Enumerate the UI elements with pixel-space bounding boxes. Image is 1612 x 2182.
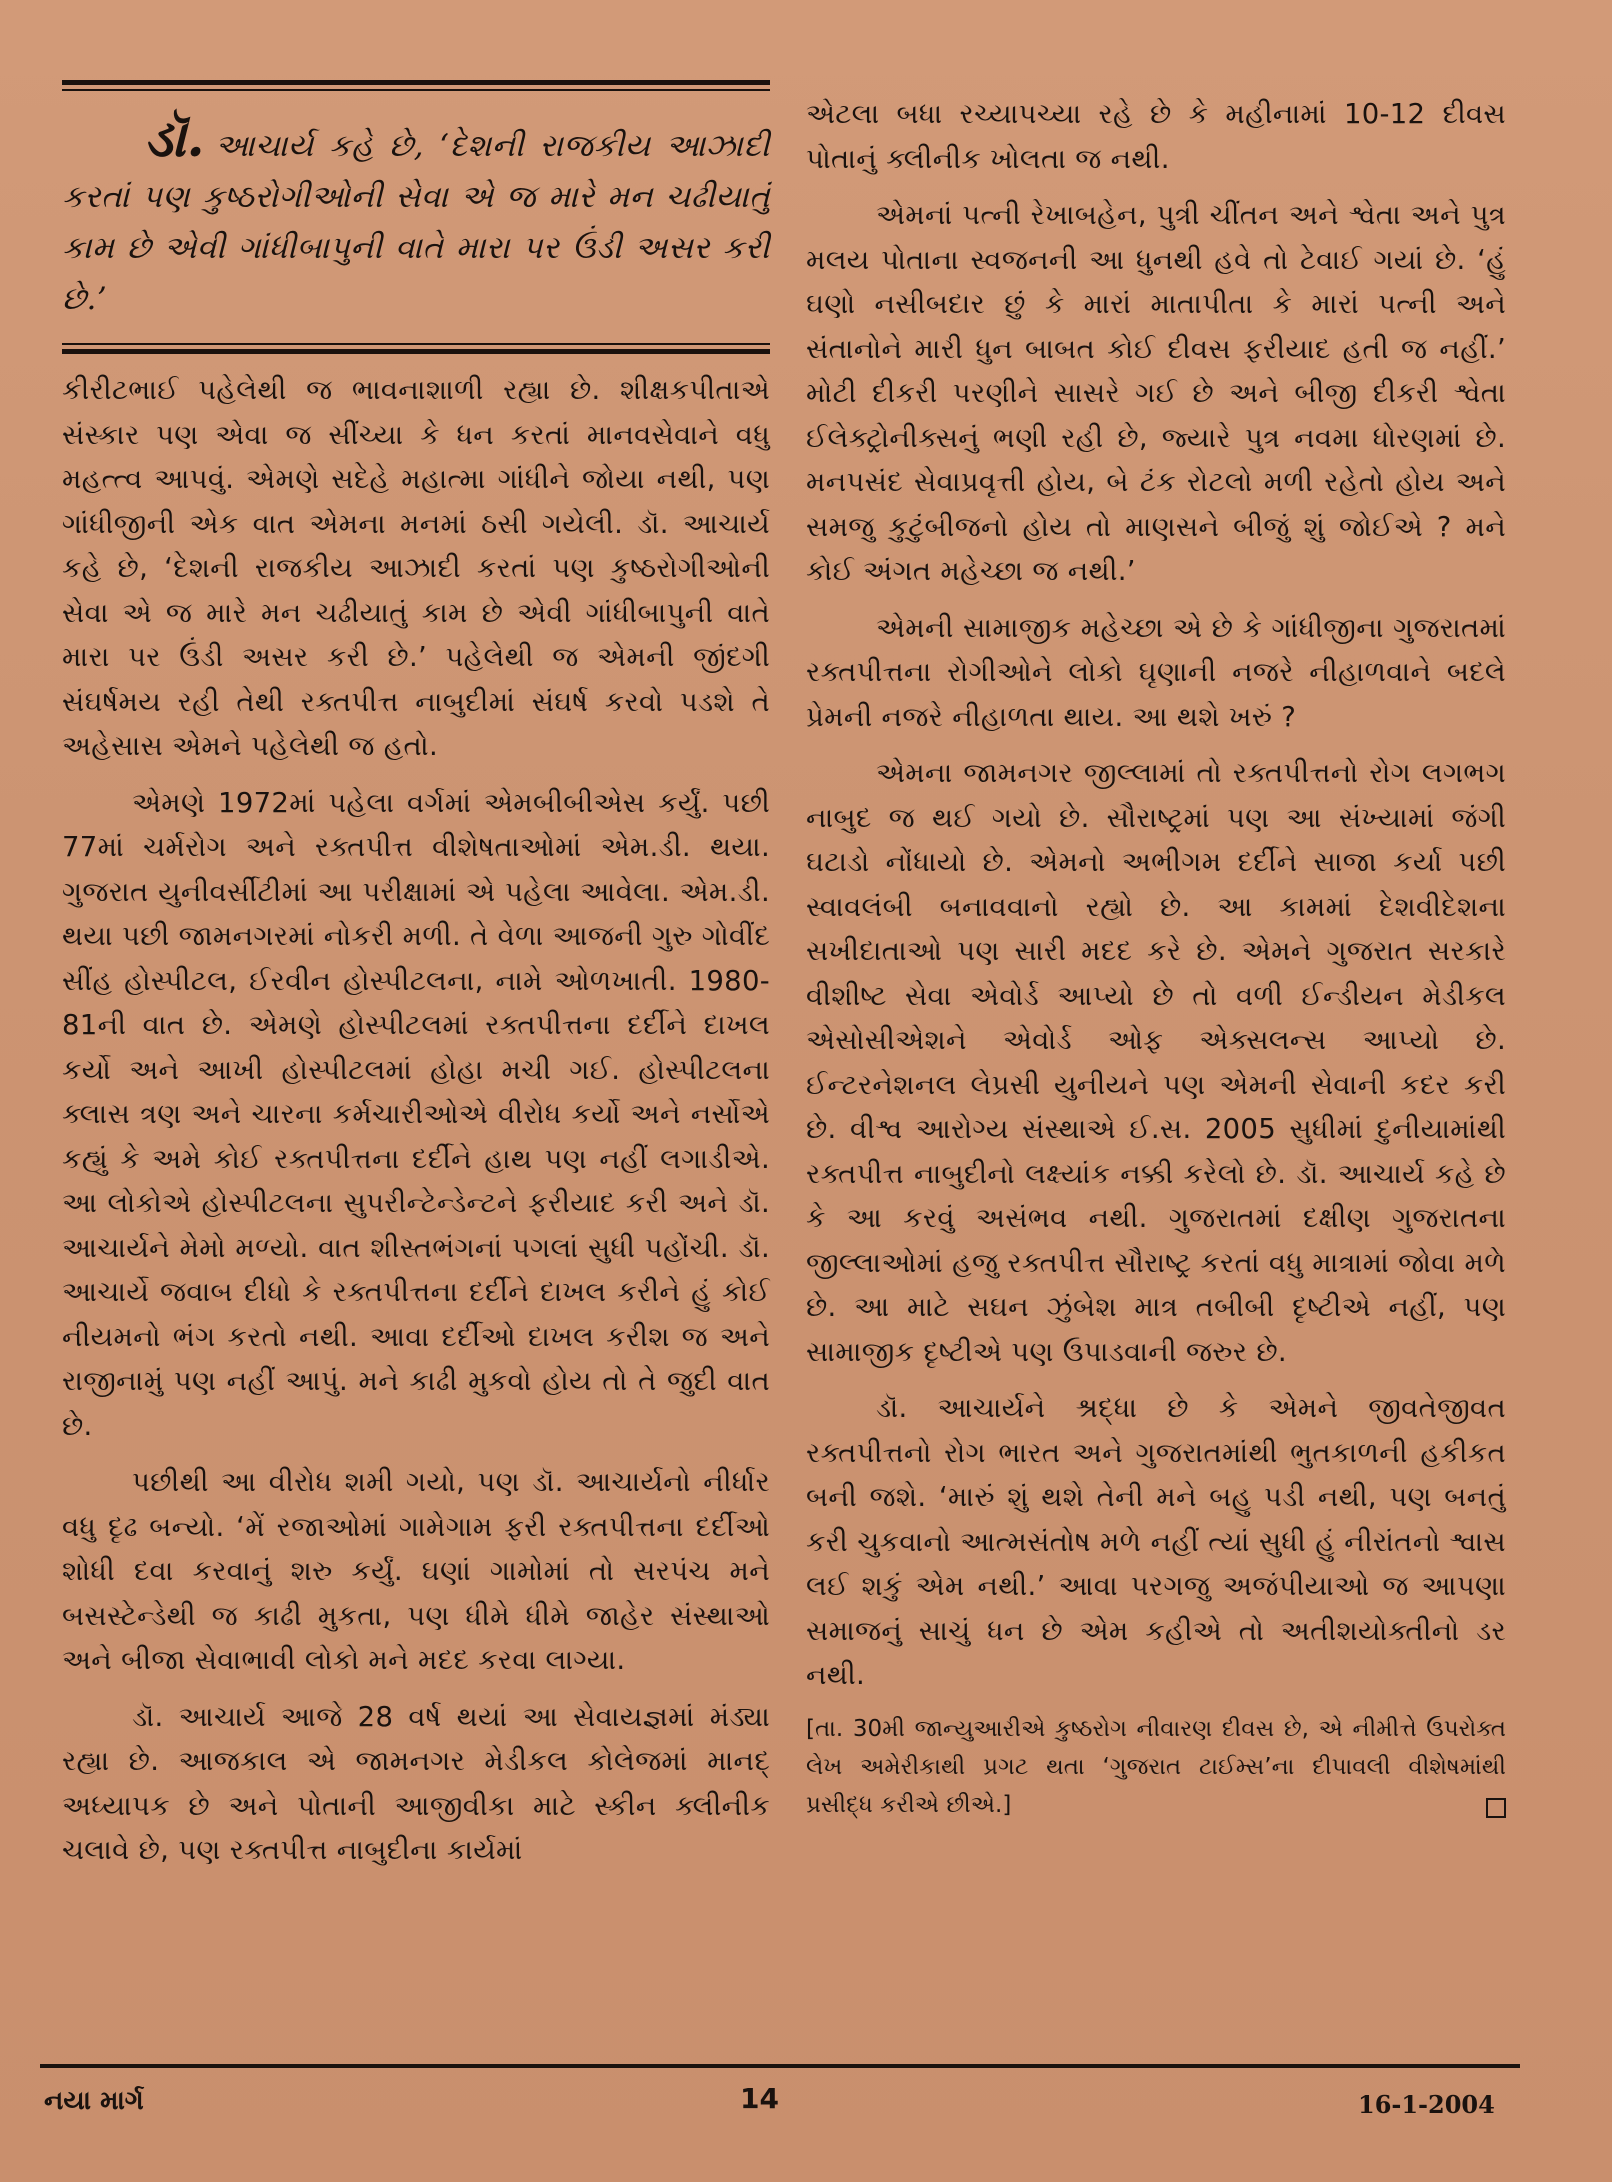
footer-rule — [40, 2064, 1520, 2068]
paragraph: કીરીટભાઈ પહેલેથી જ ભાવનાશાળી રહ્યા છે. શીક્ષકપીતાએ સંસ્કાર પણ એવા જ સીંચ્યા કે ધન કરતાં માનવસેવાને વધુ મહત્ત્વ આપવું. એમણે સદેહે મહાત્મા ગાંધીને જોયા નથી, પણ ગાંધીજીની એક વાત એમના મનમાં ઠસી ગયેલી. ડૉ. આચાર્ય કહે છે, ‘દેશની રાજકીય આઝાદી કરતાં પણ કુષ્ઠરોગીઓની સેવા એ જ મારે મન ચઢીયાતું કામ છે એવી ગાંધીબાપુની વાતે મારા પર ઉંડી અસર કરી છે.’ પહેલેથી જ એમની જીંદગી સંઘર્ષમય રહી તેથી રક્તપીત્ત નાબુદીમાં સંઘર્ષ કરવો પડશે તે અહેસાસ એમને પહેલેથી જ હતો. — [62, 374, 770, 762]
paragraph: એમની સામાજીક મહેચ્છા એ છે કે ગાંધીજીના ગુજરાતમાં રક્તપીત્તના રોગીઓને લોકો ઘૃણાની નજરે નીહાળવાને બદલે પ્રેમની નજરે નીહાળતા થાય. આ થશે ખરું ? — [806, 611, 1506, 733]
mid-rule-thin — [62, 343, 770, 345]
left-body — [62, 368, 770, 1873]
left-column — [62, 80, 770, 1885]
paragraph: પછીથી આ વીરોધ શમી ગયો, પણ ડૉ. આચાર્યનો નીર્ધાર વધુ દૃઢ બન્યો. ‘મેં રજાઓમાં ગામેગામ ફરી રક્તપીત્તના દર્દીઓ શોધી દવા કરવાનું શરુ કર્યું. ઘણાં ગામોમાં તો સરપંચ મને બસસ્ટેન્ડેથી જ કાઢી મુકતા, પણ ધીમે ધીમે જાહેર સંસ્થાઓ અને બીજા સેવાભાવી લોકો મને મદદ કરવા લાગ્યા. — [62, 1466, 770, 1676]
editor-note-text: [તા. 30મી જાન્યુઆરીએ કુષ્ઠરોગ નીવારણ દીવસ છે, એ નીમીત્તે ઉપરોક્ત લેખ અમેરીકાથી પ્રગટ થતા ‘ગુજરાત ટાઈમ્સ’ના દીપાવલી વીશેષમાંથી પ્રસીદ્ધ કરીએ છીએ.] — [806, 1715, 1506, 1818]
paragraph: એટલા બધા રચ્યાપચ્યા રહે છે કે મહીનામાં 10-12 દીવસ પોતાનું ક્લીનીક ખોલતા જ નથી. — [806, 98, 1506, 175]
mid-rule — [62, 349, 770, 354]
end-mark-icon — [1486, 1798, 1506, 1818]
right-column — [806, 92, 1506, 1824]
top-rule-thin — [62, 89, 770, 91]
pull-quote-text: આચાર્ય કહે છે, ‘દેશની રાજકીય આઝાદી કરતાં પણ કુષ્ઠરોગીઓની સેવા એ જ મારે મન ચઢીયાતું કામ છે એવી ગાંધીબાપુની વાતે મારા પર ઉંડી અસર કરી છે.’ — [62, 128, 770, 317]
publication-name: નયા માર્ગ — [44, 2086, 144, 2116]
page-number: 14 — [740, 2082, 779, 2115]
paragraph: ડૉ. આચાર્ય આજે 28 વર્ષ થયાં આ સેવાયજ્ઞમાં મંડ્યા રહ્યા છે. આજકાલ એ જામનગર મેડીકલ કોલેજમાં માનદ્ અધ્યાપક છે અને પોતાની આજીવીકા માટે સ્કીન ક્લીનીક ચલાવે છે, પણ રક્તપીત્ત નાબુદીના કાર્યમાં — [62, 1700, 770, 1866]
paragraph: એમનાં પત્ની રેખાબહેન, પુત્રી ચીંતન અને શ્વેતા અને પુત્ર મલય પોતાના સ્વજનની આ ધુનથી હવે તો ટેવાઈ ગયાં છે. ‘હું ઘણો નસીબદાર છું કે મારાં માતાપીતા કે મારાં પત્ની અને સંતાનોને મારી ધુન બાબત કોઈ દીવસ ફરીયાદ હતી જ નહીં.’ મોટી દીકરી પરણીને સાસરે ગઈ છે અને બીજી દીકરી શ્વેતા ઈલેક્ટ્રોનીક્સનું ભણી રહી છે, જ્યારે પુત્ર નવમા ધોરણમાં છે. મનપસંદ સેવાપ્રવૃત્તી હોય, બે ટંક રોટલો મળી રહેતો હોય અને સમજુ કુટુંબીજનો હોય તો માણસને બીજું શું જોઈએ ? મને કોઈ અંગત મહેચ્છા જ નથી.’ — [806, 199, 1506, 587]
paragraph: એમણે 1972માં પહેલા વર્ગમાં એમબીબીએસ કર્યું. પછી 77માં ચર્મરોગ અને રક્તપીત્ત વીશેષતાઓમાં એમ.ડી. થયા. ગુજરાત યુનીવર્સીટીમાં આ પરીક્ષામાં એ પહેલા આવેલા. એમ.ડી. થયા પછી જામનગરમાં નોકરી મળી. તે વેળા આજની ગુરુ ગોવીંદ સીંહ હોસ્પીટલ, ઈરવીન હોસ્પીટલના, નામે ઓળખાતી. 1980-81ની વાત છે. એમણે હોસ્પીટલમાં રક્તપીત્તના દર્દીને દાખલ કર્યો અને આખી હોસ્પીટલમાં હોહા મચી ગઈ. હોસ્પીટલના ક્લાસ ત્રણ અને ચારના કર્મચારીઓએ વીરોધ કર્યો અને નર્સોએ કહ્યું કે અમે કોઈ રક્તપીત્તના દર્દીને હાથ પણ નહીં લગાડીએ. આ લોકોએ હોસ્પીટલના સુપરીન્ટેન્ડેન્ટને ફરીયાદ કરી અને ડૉ. આચાર્યને મેમો મળ્યો. વાત શીસ્તભંગનાં પગલાં સુધી પહોંચી. ડૉ. આચાર્યે જવાબ દીધો કે રક્તપીત્તના દર્દીને દાખલ કરીને હું કોઈ નીયમનો ભંગ કરતો નથી. આવા દર્દીઓ દાખલ કરીશ જ અને રાજીનામું પણ નહીં આપું. મને કાઢી મુકવો હોય તો તે જુદી વાત છે. — [62, 786, 770, 1442]
pull-quote — [62, 108, 770, 325]
right-body — [806, 92, 1506, 1698]
paragraph: ડૉ. આચાર્યને શ્રદ્ધા છે કે એમને જીવતેજીવત રક્તપીત્તનો રોગ ભારત અને ગુજરાતમાંથી ભુતકાળની હકીકત બની જશે. ‘મારું શું થશે તેની મને બહુ પડી નથી, પણ બનતું કરી ચુકવાનો આત્મસંતોષ મળે નહીં ત્યાં સુધી હું નીરાંતનો શ્વાસ લઈ શકું એમ નથી.’ આવા પરગજુ અજંપીયાઓ જ આપણા સમાજનું સાચું ધન છે એમ કહીએ તો અતીશયોક્તીનો ડર નથી. — [806, 1392, 1506, 1691]
paragraph: એમના જામનગર જીલ્લામાં તો રક્તપીત્તનો રોગ લગભગ નાબુદ જ થઈ ગયો છે. સૌરાષ્ટ્રમાં પણ આ સંખ્યામાં જંગી ઘટાડો નોંધાયો છે. એમનો અભીગમ દર્દીને સાજા કર્યા પછી સ્વાવલંબી બનાવવાનો રહ્યો છે. આ કામમાં દેશવીદેશના સખીદાતાઓ પણ સારી મદદ કરે છે. એમને ગુજરાત સરકારે વીશીષ્ટ સેવા એવોર્ડ આપ્યો છે તો વળી ઈન્ડીયન મેડીકલ એસોસીએશને એવોર્ડ ઓફ એક્સલન્સ આપ્યો છે. ઈન્ટરનેશનલ લેપ્રસી યુનીયને પણ એમની સેવાની કદર કરી છે. વીશ્વ આરોગ્ય સંસ્થાએ ઈ.સ. 2005 સુધીમાં દુનીયામાંથી રક્તપીત્ત નાબુદીનો લક્ષ્યાંક નક્કી કરેલો છે. ડૉ. આચાર્ય કહે છે કે આ કરવું અસંભવ નથી. ગુજરાતમાં દક્ષીણ ગુજરાતના જીલ્લાઓમાં હજુ રક્તપીત્ત સૌરાષ્ટ્ર કરતાં વધુ માત્રામાં જોવા મળે છે. આ માટે સઘન ઝુંબેશ માત્ર તબીબી દૃષ્ટીએ નહીં, પણ સામાજીક દૃષ્ટીએ પણ ઉપાડવાની જરુર છે. — [806, 757, 1506, 1368]
top-rule — [62, 80, 770, 85]
pull-quote-dropcap: ડૉ. — [144, 108, 206, 169]
editor-note — [806, 1710, 1506, 1824]
issue-date: 16-1-2004 — [1358, 2090, 1495, 2119]
